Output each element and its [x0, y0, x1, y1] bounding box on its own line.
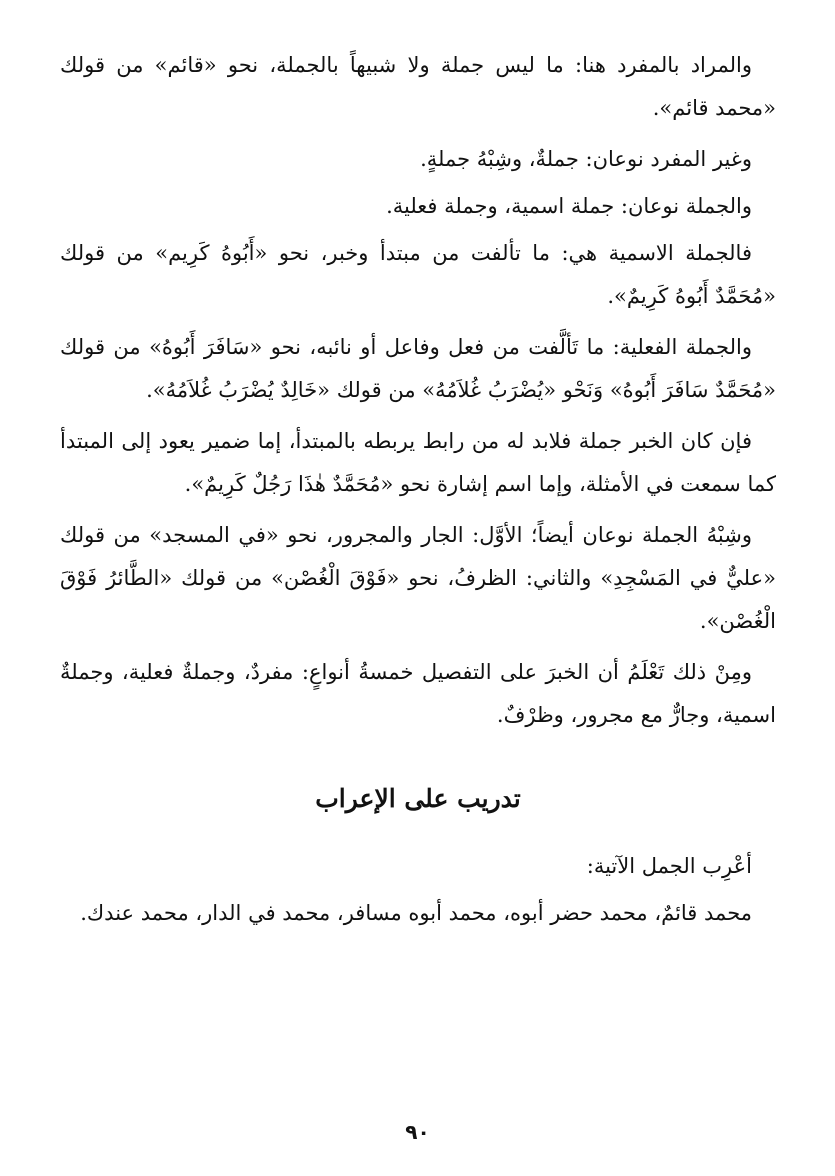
paragraph-verbal-sentence: والجملة الفعلية: ما تَألَّفت من فعل وفاعل أو نائبه، نحو «سَافَرَ أَبُوهُ» من قولك «مُحَمَّدٌ سَافَرَ أَبُوهُ» وَنَحْو «يُضْرَبُ غُلاَمُهُ» من قولك «خَالِدٌ يُضْرَبُ غُلاَمُهُ».: [60, 335, 776, 402]
paragraph-nominal-sentence: فالجملة الاسمية هي: ما تألفت من مبتدأ وخبر، نحو «أَبُوهُ كَرِيم» من قولك «مُحَمَّدٌ أَبُوهُ كَرِيمٌ».: [60, 241, 776, 308]
exercise-instruction: أعْرِب الجمل الآتية:: [586, 854, 752, 878]
paragraph-five-types: ومِنْ ذلك تَعْلَمُ أن الخبرَ على التفصيل خمسةُ أنواعٍ: مفردٌ، وجملةٌ فعلية، وجملةٌ اسمية، وجارٌّ مع مجرور، وظرْفٌ.: [60, 660, 776, 727]
paragraph-non-mufrad-types: وغير المفرد نوعان: جملةٌ، وشِبْهُ جملةٍ.: [420, 147, 752, 171]
page-content: [60, 44, 776, 943]
paragraph-semi-sentence: وشِبْهُ الجملة نوعان أيضاً؛ الأوَّل: الجار والمجرور، نحو «في المسجد» من قولك «عليٌّ في المَسْجِدِ» والثاني: الظرفُ، نحو «فَوْقَ الْغُصْن» من قولك «الطَّائرُ فَوْقَ الْغُصْن».: [60, 523, 776, 633]
paragraph-sentence-types: والجملة نوعان: جملة اسمية، وجملة فعلية.: [386, 194, 752, 218]
page-number: ٩٠: [405, 1120, 430, 1144]
exercise-title: تدريب على الإعراب: [315, 784, 521, 813]
exercise-sentences: محمد قائمٌ، محمد حضر أبوه، محمد أبوه مسافر، محمد في الدار، محمد عندك.: [80, 901, 752, 925]
paragraph-mufrad-definition: والمراد بالمفرد هنا: ما ليس جملة ولا شبيهاً بالجملة، نحو «قائم» من قولك «محمد قائم».: [60, 53, 776, 120]
paragraph-linking-element: فإن كان الخبر جملة فلابد له من رابط يربطه بالمبتدأ، إما ضمير يعود إلى المبتدأ كما سمعت في الأمثلة، وإما اسم إشارة نحو «مُحَمَّدٌ هٰذَا رَجُلٌ كَرِيمٌ».: [60, 429, 776, 496]
